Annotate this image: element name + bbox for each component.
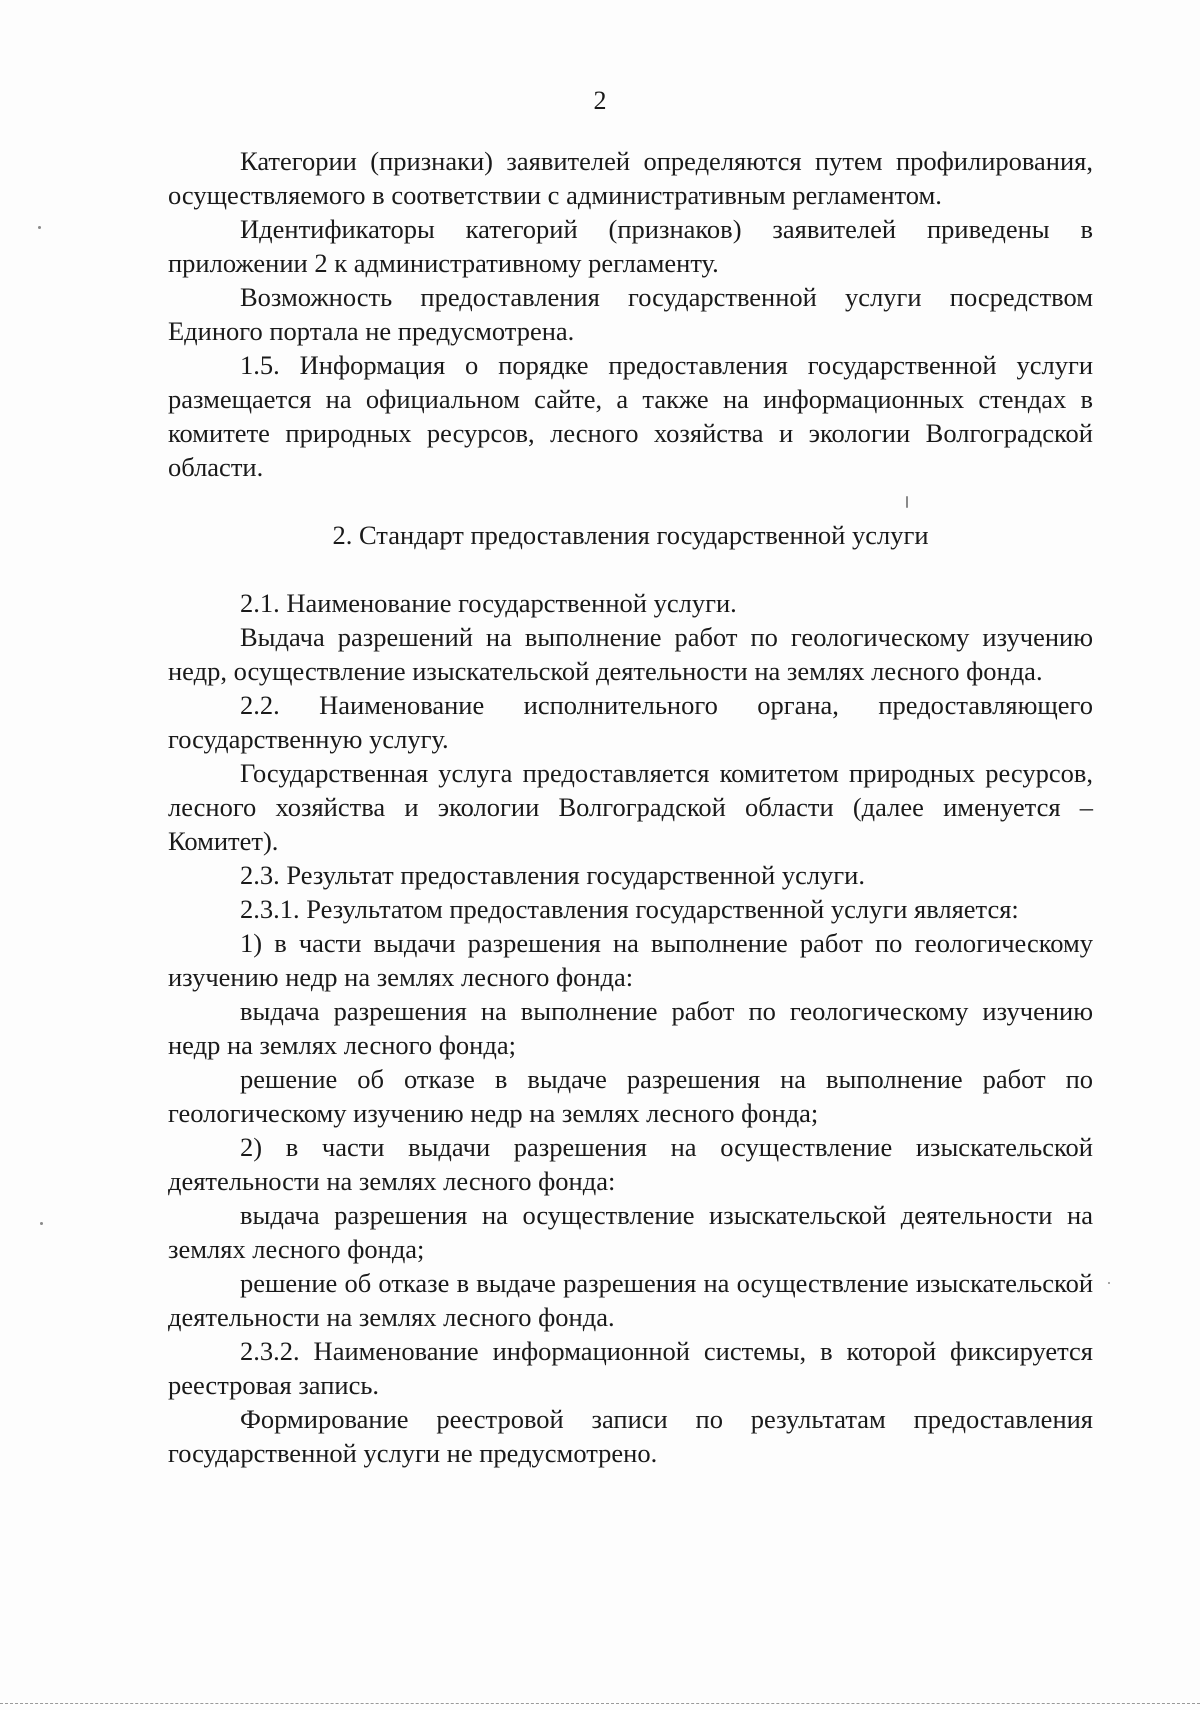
- paragraph-applicant-categories: Категории (признаки) заявителей определяются путем профилирования, осуществляемого в соответствии с административным регламентом.: [168, 146, 1093, 210]
- paragraph-result-2-grant: выдача разрешения на осуществление изыскательской деятельности на землях лесного фонда;: [168, 1200, 1093, 1264]
- paragraph-1-5-information: 1.5. Информация о порядке предоставления государственной услуги размещается на официальном сайте, а также на информационных стендах в комитете природных ресурсов, лесного хозяйства и экологии Волгоградской области.: [168, 350, 1093, 482]
- paragraph-provider: Государственная услуга предоставляется комитетом природных ресурсов, лесного хозяйства и экологии Волгоградской области (далее именуется – Комитет).: [168, 758, 1093, 856]
- document-body: [168, 144, 1093, 1470]
- paragraph-result-item-1: 1) в части выдачи разрешения на выполнение работ по геологическому изучению недр на землях лесного фонда:: [168, 928, 1093, 992]
- paragraph-2-3-1: 2.3.1. Результатом предоставления государственной услуги является:: [240, 894, 1019, 924]
- scan-speck: [38, 226, 41, 229]
- page-number: 2: [593, 86, 607, 115]
- paragraph-registry-record: Формирование реестровой записи по результатам предоставления государственной услуги не предусмотрено.: [168, 1404, 1093, 1468]
- scan-speck: [906, 496, 908, 508]
- paragraph-result-1-refusal: решение об отказе в выдаче разрешения на выполнение работ по геологическому изучению недр на землях лесного фонда;: [168, 1064, 1093, 1128]
- paragraph-2-1-title: 2.1. Наименование государственной услуги.: [240, 588, 737, 618]
- scan-speck: [1108, 1282, 1110, 1284]
- paragraph-result-1-grant: выдача разрешения на выполнение работ по геологическому изучению недр на землях лесного фонда;: [168, 996, 1093, 1060]
- paragraph-2-2-title: 2.2. Наименование исполнительного органа, предоставляющего государственную услугу.: [168, 690, 1093, 754]
- scan-bottom-edge: [0, 1703, 1200, 1704]
- paragraph-service-name: Выдача разрешений на выполнение работ по геологическому изучению недр, осуществление изыскательской деятельности на землях лесного фонда.: [168, 622, 1093, 686]
- paragraph-result-2-refusal: решение об отказе в выдаче разрешения на осуществление изыскательской деятельности на землях лесного фонда.: [168, 1268, 1093, 1332]
- paragraph-2-3-2: 2.3.2. Наименование информационной системы, в которой фиксируется реестровая запись.: [168, 1336, 1093, 1400]
- scan-speck: [40, 1222, 43, 1225]
- section-heading-2: 2. Стандарт предоставления государственной услуги: [332, 520, 929, 550]
- paragraph-result-item-2: 2) в части выдачи разрешения на осуществление изыскательской деятельности на землях лесного фонда:: [168, 1132, 1093, 1196]
- paragraph-portal-availability: Возможность предоставления государственной услуги посредством Единого портала не предусмотрена.: [168, 282, 1093, 346]
- paragraph-category-identifiers: Идентификаторы категорий (признаков) заявителей приведены в приложении 2 к административному регламенту.: [168, 214, 1093, 278]
- paragraph-2-3-title: 2.3. Результат предоставления государственной услуги.: [240, 860, 865, 890]
